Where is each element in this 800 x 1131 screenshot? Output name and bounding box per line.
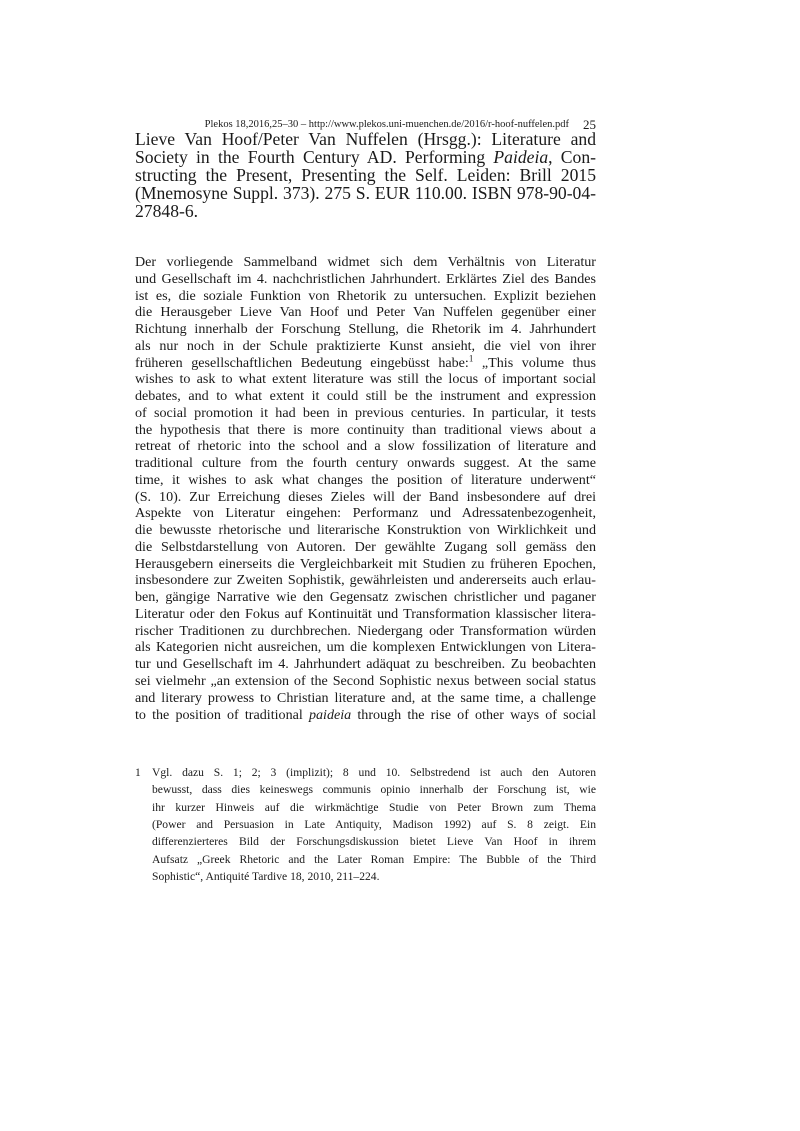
italic-term: Paideia <box>493 147 549 167</box>
body-line: früheren gesellschaftlichen Bedeutung eingebüsst habe:$^1$ „This volume thus <box>135 352 596 371</box>
body-line: debates, and to what extent it could still be the instrument and expression <box>135 388 596 405</box>
body-line: and literary prowess to Christian literature and, at the same time, a challenge <box>135 689 596 706</box>
body-line: die bewusste rhetorische und literarische Konstruktion von Wirklichkeit und <box>135 522 596 539</box>
body-line: traditional culture from the fourth century onwards suggest. At the same <box>135 455 596 472</box>
footnote-line: Sophistic“, Antiquité Tardive 18, 2010, 211–224. <box>152 869 380 883</box>
footnote-ref: 1 <box>468 352 474 363</box>
body-line: Richtung innerhalb der Forschung Stellung, die Rhetorik im 4. Jahrhundert <box>135 321 596 338</box>
body-line: Aspekte von Literatur eingehen: Performanz und Adressatenbezogenheit, <box>135 505 596 522</box>
footnote-number: 1 <box>135 766 141 779</box>
footnote-line: Vgl. dazu S. 1; 2; 3 (implizit); 8 und 10. Selbstredend ist auch den Autoren <box>152 766 596 779</box>
title-line: Society in the Fourth Century AD. Performing Paideia, Con- <box>135 147 596 167</box>
footnote-line: differenzierteres Bild der Forschungsdiskussion bietet Lieve Van Hoof in ihrem <box>152 835 596 849</box>
footnote-line: Aufsatz „Greek Rhetoric and the Later Roman Empire: The Bubble of the Third <box>152 852 596 866</box>
body-line: ist es, die soziale Funktion von Rhetorik zu untersuchen. Explizit beziehen <box>135 287 596 304</box>
body-line: the hypothesis that there is more continuity than traditional views about a <box>135 421 596 438</box>
body-line: to the position of traditional paideia through the rise of other ways of social <box>135 706 596 723</box>
body-line: time, it wishes to ask what changes the position of literature underwent“ <box>135 471 596 488</box>
title-line: (Mnemosyne Suppl. 373). 275 S. EUR 110.00. ISBN 978-90-04- <box>135 183 596 203</box>
body-line: (S. 10). Zur Erreichung dieses Zieles will der Band insbesondere auf drei <box>135 488 596 505</box>
body-line: und Gesellschaft im 4. nachchristlichen Jahrhundert. Erklärtes Ziel des Bandes <box>135 270 596 287</box>
running-head-text: Plekos 18,2016,25–30 – http://www.plekos.uni-muenchen.de/2016/r-hoof-nuffelen.pdf <box>204 119 569 130</box>
body-line: tur und Gesellschaft im 4. Jahrhundert adäquat zu beschreiben. Zu beobachten <box>135 656 596 673</box>
body-line: wishes to ask to what extent literature was still the locus of important social <box>135 371 596 388</box>
title-line: 27848-6. <box>135 201 199 221</box>
body-line: die Herausgeber Lieve Van Hoof und Peter Van Nuffelen gegenüber einer <box>135 304 596 321</box>
title-line: Lieve Van Hoof/Peter Van Nuffelen (Hrsgg.): Literature and <box>135 129 596 149</box>
body-line: als Kategorien nicht ausreichen, um die komplexen Entwicklungen von Litera- <box>135 639 596 656</box>
body-line: sei vielmehr „an extension of the Second Sophistic nexus between social status <box>135 673 596 689</box>
body-line: rischer Traditionen zu durchbrechen. Niedergang oder Transformation würden <box>135 622 596 639</box>
footnote-line: (Power and Persuasion in Late Antiquity, Madison 1992) auf S. 8 zeigt. Ein <box>152 817 596 831</box>
body-line: retreat of rhetoric into the school and a slow fossilization of literature and <box>135 438 596 455</box>
footnote-line: bewusst, dass dies keineswegs communis opinio innerhalb der Forschung ist, wie <box>152 783 596 797</box>
body-line: Literatur oder den Fokus auf Kontinuität und Transformation klassischer litera- <box>135 605 596 622</box>
body-line: als nur noch in der Schule praktizierte Kunst ansieht, die viel von ihrer <box>135 337 596 354</box>
title-line: structing the Present, Presenting the Self. Leiden: Brill 2015 <box>135 165 596 185</box>
body-line: of social promotion it had been in previous centuries. In particular, it tests <box>135 404 596 421</box>
italic-term: paideia <box>308 706 352 723</box>
page-number: 25 <box>583 117 596 132</box>
body-line: Der vorliegende Sammelband widmet sich dem Verhältnis von Literatur <box>135 254 596 270</box>
body-line: insbesondere zur Zweiten Sophistik, gewährleisten und andererseits auch erlau- <box>135 572 596 589</box>
body-line: die Selbstdarstellung von Autoren. Der gewählte Zugang soll gemäss den <box>135 538 596 555</box>
body-line: Herausgebern einerseits die Vergleichbarkeit mit Studien zu früheren Epochen, <box>135 555 596 572</box>
footnote-line: ihr kurzer Hinweis auf die wirkmächtige Studie von Peter Brown zum Thema <box>152 800 596 814</box>
body-line: ben, gängige Narrative wie den Gegensatz zwischen christlicher und paganer <box>135 589 596 606</box>
